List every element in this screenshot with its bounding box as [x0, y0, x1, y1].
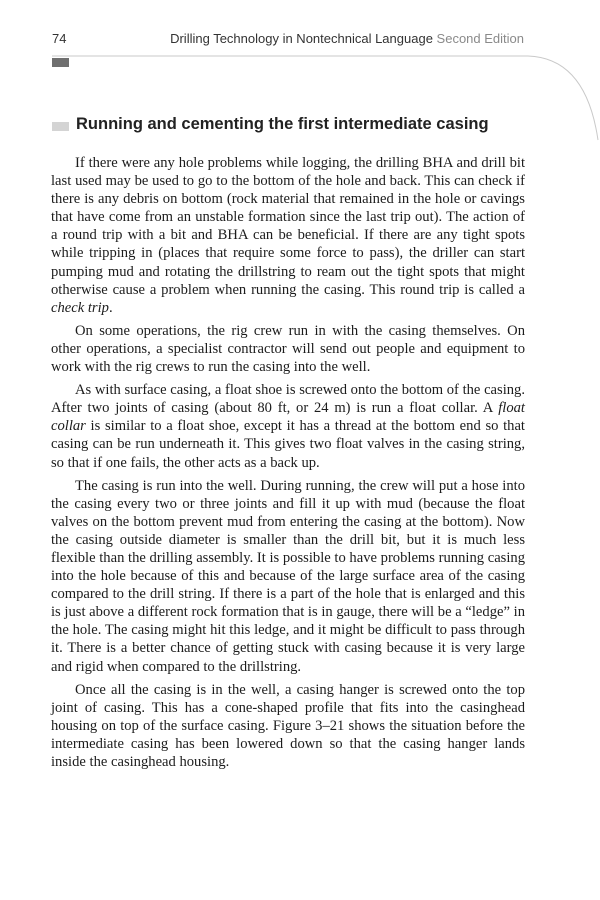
paragraph-text: is similar to a float shoe, except it has a thread at the bottom end so that casing can be run underneath it. This gives two float valves in the casing string, so that if one fails, the other acts as a back up.: [51, 418, 525, 471]
paragraph-running-crew: On some operations, the rig crew run in with the casing themselves. On other operations, a specialist contractor will send out people and equipment to work with the rig crews to run the casing into the well.: [51, 322, 525, 376]
section-marker: [52, 122, 69, 131]
term-check-trip: check trip: [51, 299, 109, 316]
edition-label: Second Edition: [436, 31, 524, 46]
page-number: 74: [52, 31, 67, 46]
section-heading: Running and cementing the first intermediate casing: [76, 115, 489, 133]
term-float-collar: float collar: [51, 400, 525, 435]
paragraph-float-collar: [51, 381, 525, 471]
paragraph-text: .: [108, 299, 113, 316]
paragraph-check-trip: [51, 154, 525, 317]
paragraph-text: As with surface casing, a float shoe is screwed onto the bottom of the casing. After two joints of casing (about 80 ft, or 24 m) is run a float collar. A: [51, 382, 525, 417]
book-title: Drilling Technology in Nontechnical Language: [170, 31, 433, 46]
running-head: [170, 31, 524, 46]
body-text: [51, 154, 525, 776]
header-marker: [52, 58, 69, 67]
paragraph-text: If there were any hole problems while logging, the drilling BHA and drill bit last used may be used to go to the bottom of the hole and back. This can check if there is any debris on bottom (rock material that remained in the hole or cavings that have come from an unstable formation since the last trip out). The action of a round trip with a bit and BHA can be beneficial. If there are any tight spots while tripping in (places that require some force to pass), the driller can start pumping mud and rotating the drillstring to ream out the tight spots that might otherwise cause a problem when running the casing. This round trip is called a: [51, 155, 525, 298]
paragraph-casing-hanger: Once all the casing is in the well, a casing hanger is screwed onto the top joint of casing. This has a cone-shaped profile that fits into the casinghead housing on top of the surface casing. Figure 3–21 shows the situation before the intermediate casing has been lowered down so that the casing hanger lands inside the casinghead housing.: [51, 681, 525, 770]
header-rule-curve: [0, 0, 600, 160]
paragraph-running-casing: The casing is run into the well. During running, the crew will put a hose into the casing every two or three joints and fill it up with mud (because the float valves on the bottom prevent mud from entering the casing at the bottom). Now the casing outside diameter is smaller than the drill bit, but it is much less flexible than the drilling assembly. It is possible to have problems running casing into the hole because of this and because of the large surface area of the casing compared to the drill string. If there is a part of the hole that is enlarged and this is just above a different rock formation that is in gauge, there will be a “ledge” in the hole. The casing might hit this ledge, and it might be difficult to pass through it. There is a better chance of getting stuck with casing because it is very large and rigid when compared to the drillstring.: [51, 477, 525, 675]
